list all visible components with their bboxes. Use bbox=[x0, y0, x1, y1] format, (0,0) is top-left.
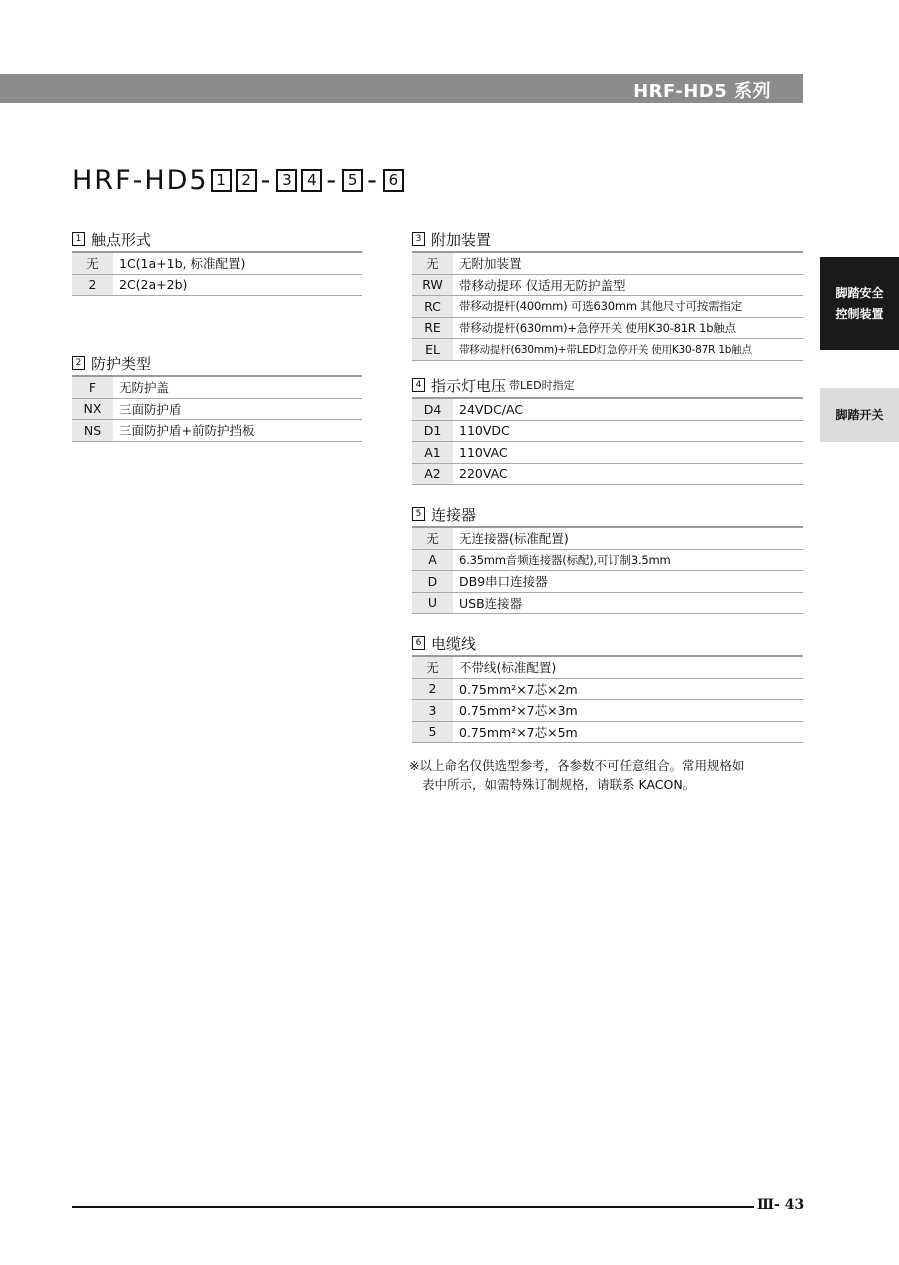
section-note: 带LED时指定 bbox=[509, 379, 575, 392]
section-number: 1 bbox=[72, 232, 85, 246]
option-code: RW bbox=[412, 275, 453, 296]
table-row bbox=[412, 275, 803, 297]
option-desc: DB9串口连接器 bbox=[459, 574, 548, 590]
option-code: NX bbox=[72, 399, 113, 420]
option-desc: 带移动提环 仅适用无防护盖型 bbox=[459, 277, 626, 293]
model-code bbox=[72, 164, 406, 196]
side-tab-label: 控制装置 bbox=[835, 306, 884, 321]
footnote-line-2: 表中所示，如需特殊订制规格，请联系 KACON。 bbox=[422, 777, 696, 792]
section-heading bbox=[412, 228, 803, 250]
section-cable bbox=[412, 632, 803, 743]
side-tab-foot-safety-control[interactable] bbox=[820, 257, 899, 350]
section-title: 电缆线 bbox=[431, 634, 477, 653]
table-row bbox=[72, 275, 362, 297]
model-box-1: 1 bbox=[211, 169, 232, 192]
option-desc: 带移动提杆(630mm)+带LED灯急停开关 使用K30-87R 1b触点 bbox=[459, 343, 752, 356]
section-accessory bbox=[412, 228, 803, 361]
option-desc: 三面防护盾+前防护挡板 bbox=[119, 423, 255, 439]
model-box-3: 3 bbox=[276, 169, 297, 192]
option-code: A bbox=[412, 550, 453, 571]
section-number: 5 bbox=[412, 507, 425, 521]
option-code: A1 bbox=[412, 442, 453, 463]
section-heading bbox=[412, 374, 803, 396]
model-box-2: 2 bbox=[236, 169, 257, 192]
table-row bbox=[412, 296, 803, 318]
option-desc: 带移动提杆(630mm)+急停开关 使用K30-81R 1b触点 bbox=[459, 320, 736, 335]
option-desc: 6.35mm音频连接器(标配),可订制3.5mm bbox=[459, 552, 671, 567]
table-row bbox=[412, 571, 803, 593]
option-desc: 无附加装置 bbox=[459, 256, 522, 272]
table-row bbox=[412, 464, 803, 486]
option-code: 2 bbox=[412, 679, 453, 700]
option-code: 3 bbox=[412, 700, 453, 721]
footnote bbox=[409, 756, 804, 794]
model-dash: - bbox=[260, 164, 273, 196]
side-tab-label: 脚踏安全 bbox=[835, 285, 884, 300]
section-connector bbox=[412, 503, 803, 614]
option-code: F bbox=[72, 377, 113, 398]
option-code: 无 bbox=[412, 657, 453, 678]
model-box-6: 6 bbox=[383, 169, 404, 192]
section-indicator-voltage bbox=[412, 374, 803, 485]
option-desc: 110VAC bbox=[459, 444, 508, 460]
option-table bbox=[72, 251, 362, 296]
option-table bbox=[412, 655, 803, 743]
table-row bbox=[72, 420, 362, 442]
model-prefix: HRF-HD5 bbox=[72, 164, 209, 196]
option-desc: 24VDC/AC bbox=[459, 401, 524, 417]
option-code: NS bbox=[72, 420, 113, 441]
model-dash: - bbox=[326, 164, 339, 196]
section-protection-type bbox=[72, 352, 362, 442]
option-code: RE bbox=[412, 318, 453, 339]
side-tab-label: 脚踏开关 bbox=[835, 407, 884, 422]
option-desc: 无防护盖 bbox=[119, 380, 170, 396]
table-row bbox=[412, 399, 803, 421]
table-row bbox=[412, 339, 803, 361]
table-row bbox=[72, 399, 362, 421]
footnote-line-1: ※以上命名仅供选型参考，各参数不可任意组合。常用规格如 bbox=[409, 758, 745, 773]
table-row bbox=[412, 722, 803, 744]
model-box-5: 5 bbox=[342, 169, 363, 192]
series-title: HRF-HD5 系列 bbox=[633, 81, 771, 102]
option-code: D bbox=[412, 571, 453, 592]
section-title: 触点形式 bbox=[91, 230, 152, 249]
option-desc: 110VDC bbox=[459, 423, 510, 439]
section-heading bbox=[412, 503, 803, 525]
model-dash: - bbox=[367, 164, 379, 196]
table-row bbox=[72, 377, 362, 399]
option-table bbox=[412, 251, 803, 361]
option-desc: 三面防护盾 bbox=[119, 401, 182, 417]
model-box-4: 4 bbox=[301, 169, 322, 192]
table-row bbox=[412, 700, 803, 722]
side-tab-foot-switch[interactable] bbox=[820, 388, 899, 442]
option-table bbox=[72, 375, 362, 442]
option-code: U bbox=[412, 593, 453, 614]
table-row bbox=[412, 318, 803, 340]
table-row bbox=[72, 253, 362, 275]
section-contact-type bbox=[72, 228, 362, 296]
option-code: EL bbox=[412, 339, 453, 360]
option-code: D4 bbox=[412, 399, 453, 420]
section-title: 防护类型 bbox=[91, 354, 152, 373]
section-heading bbox=[72, 228, 362, 250]
option-code: 2 bbox=[72, 275, 113, 296]
option-code: 无 bbox=[412, 253, 453, 274]
table-row bbox=[412, 442, 803, 464]
table-row bbox=[412, 550, 803, 572]
option-desc: 0.75mm²×7芯×2m bbox=[459, 681, 578, 697]
table-row bbox=[412, 528, 803, 550]
section-heading bbox=[412, 632, 803, 654]
table-row bbox=[412, 593, 803, 615]
option-code: RC bbox=[412, 296, 453, 317]
option-code: A2 bbox=[412, 464, 453, 485]
table-row bbox=[412, 657, 803, 679]
table-row bbox=[412, 253, 803, 275]
option-table bbox=[412, 397, 803, 485]
section-number: 3 bbox=[412, 232, 425, 246]
footer-divider bbox=[72, 1206, 754, 1208]
option-desc: 1C(1a+1b, 标准配置) bbox=[119, 256, 246, 272]
page-number: Ⅲ- 43 bbox=[757, 1197, 805, 1213]
section-number: 6 bbox=[412, 636, 425, 650]
section-title: 连接器 bbox=[431, 505, 477, 524]
section-title: 指示灯电压 bbox=[431, 376, 507, 395]
table-row bbox=[412, 679, 803, 701]
option-desc: 220VAC bbox=[459, 466, 508, 482]
option-desc: USB连接器 bbox=[459, 595, 523, 611]
option-desc: 带移动提杆(400mm) 可选630mm 其他尺寸可按需指定 bbox=[459, 299, 742, 314]
option-desc: 2C(2a+2b) bbox=[119, 277, 188, 293]
option-table bbox=[412, 526, 803, 614]
option-code: 无 bbox=[412, 528, 453, 549]
section-number: 4 bbox=[412, 378, 425, 392]
option-desc: 不带线(标准配置) bbox=[459, 660, 557, 676]
option-desc: 无连接器(标准配置) bbox=[459, 531, 569, 547]
header-bar bbox=[0, 74, 803, 103]
option-desc: 0.75mm²×7芯×3m bbox=[459, 703, 578, 719]
section-number: 2 bbox=[72, 356, 85, 370]
section-heading bbox=[72, 352, 362, 374]
table-row bbox=[412, 421, 803, 443]
section-title: 附加装置 bbox=[431, 230, 492, 249]
option-code: D1 bbox=[412, 421, 453, 442]
option-desc: 0.75mm²×7芯×5m bbox=[459, 724, 578, 740]
option-code: 5 bbox=[412, 722, 453, 743]
option-code: 无 bbox=[72, 253, 113, 274]
